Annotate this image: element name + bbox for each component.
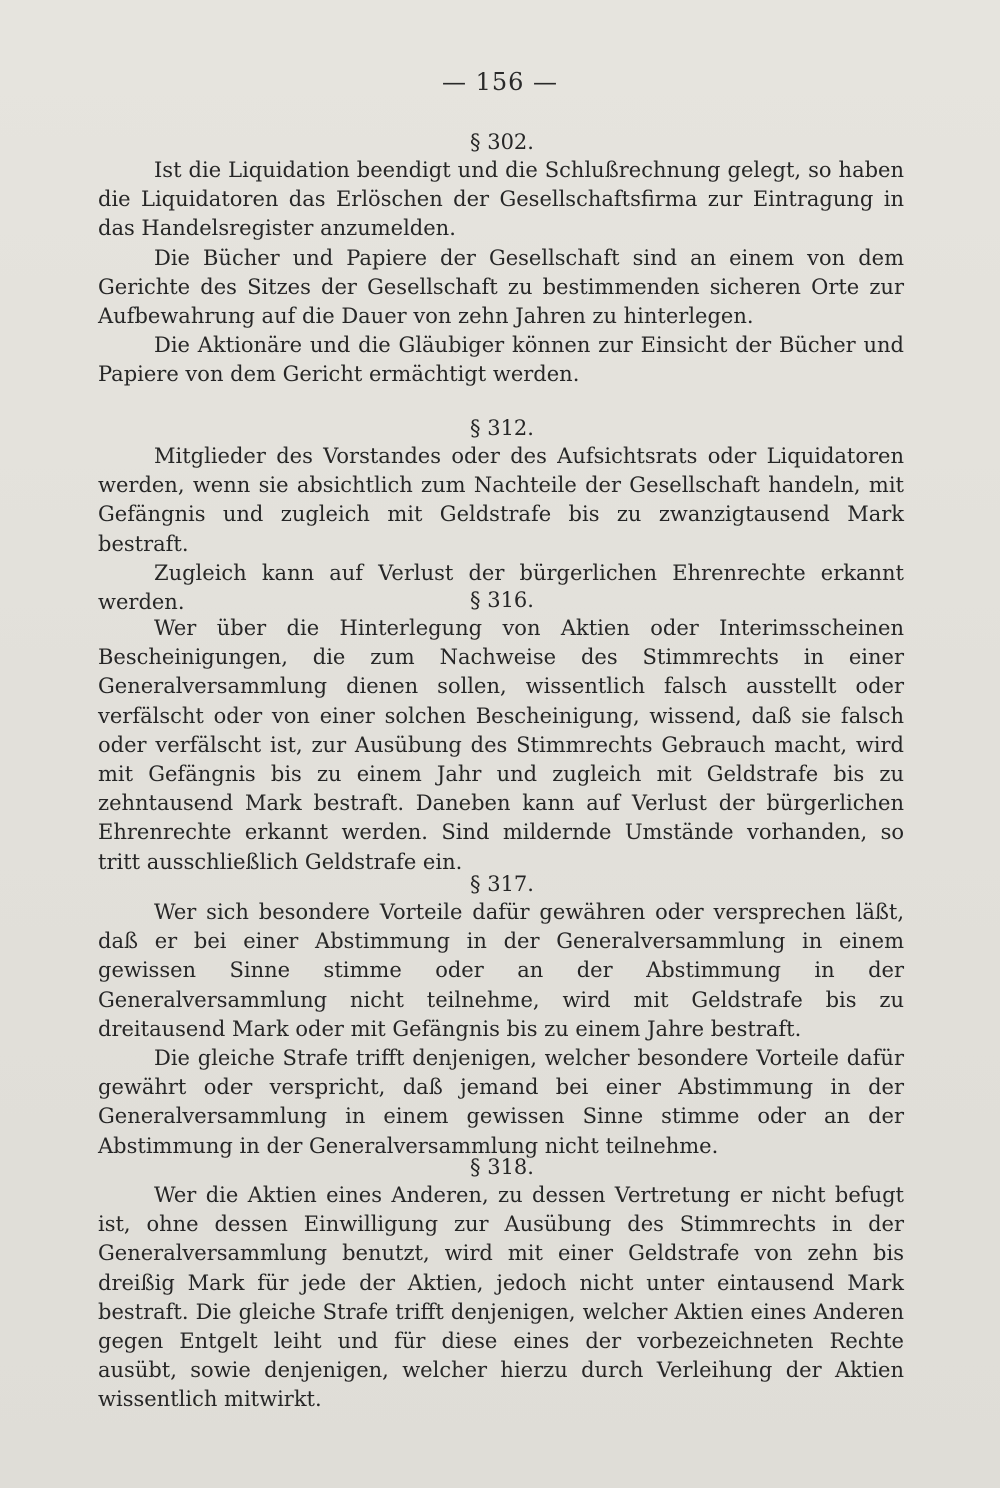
section-316 [98,586,904,877]
section-302 [98,128,904,390]
section-317 [98,870,904,1161]
paragraph: Wer über die Hinterlegung von Aktien oder Interimsscheinen Bescheinigungen, die zum Nachweise des Stimmrechts in einer Generalversammlung dienen sollen, wissentlich falsch ausstellt oder verfälscht oder von einer solchen Bescheinigung, wissend, daß sie falsch oder verfälscht ist, zur Ausübung des Stimmrechts Gebrauch macht, wird mit Gefängnis bis zu einem Jahr und zugleich mit Geldstrafe bis zu zehntausend Mark bestraft. Daneben kann auf Verlust der bürgerlichen Ehrenrechte erkannt werden. Sind mildernde Umstände vorhanden, so tritt ausschließlich Geldstrafe ein. [98,616,904,874]
page-number: — 156 — [441,68,559,96]
paragraph: Die gleiche Strafe trifft denjenigen, welcher besondere Vorteile dafür gewährt oder verspricht, daß jemand bei einer Abstimmung in der Generalversammlung in einem gewissen Sinne stimme oder an der Abstimmung in der Generalversammlung nicht teilnehme. [98,1046,904,1158]
section-heading: § 316. [470,588,534,612]
section-heading: § 312. [470,416,534,440]
paragraph: Die Bücher und Papiere der Gesellschaft sind an einem von dem Gerichte des Sitzes der Gesellschaft zu bestimmenden sicheren Orte zur Aufbewahrung auf die Dauer von zehn Jahren zu hinterlegen. [98,245,904,329]
paragraph: Ist die Liquidation beendigt und die Schlußrechnung gelegt, so haben die Liquidatoren das Erlöschen der Gesellschaftsfirma zur Eintragung in das Handelsregister anzumelden. [98,158,904,241]
paragraph: Wer sich besondere Vorteile dafür gewähren oder versprechen läßt, daß er bei einer Abstimmung in der Generalversammlung in einem gewissen Sinne stimme oder an der Abstimmung in der Generalversammlung nicht teilnehme, wird mit Geldstrafe bis zu dreitausend Mark oder mit Gefängnis bis zu einem Jahre bestraft. [98,900,904,1041]
paragraph: Die Aktionäre und die Gläubiger können zur Einsicht der Bücher und Papiere von dem Gericht ermächtigt werden. [98,333,904,387]
section-heading: § 302. [470,130,534,154]
section-heading: § 318. [470,1155,534,1179]
paragraph: Zugleich kann auf Verlust der bürgerlichen Ehrenrechte erkannt werden. [98,560,904,615]
section-318 [98,1153,904,1415]
paragraph: Mitglieder des Vorstandes oder des Aufsichtsrats oder Liquidatoren werden, wenn sie absichtlich zum Nachteile der Gesellschaft handeln, mit Gefängnis und zugleich mit Geldstrafe bis zu zwanzigtausend Mark bestraft. [98,444,904,556]
paragraph: Wer die Aktien eines Anderen, zu dessen Vertretung er nicht befugt ist, ohne dessen Einwilligung zur Ausübung des Stimmrechts in der Generalversammlung benutzt, wird mit einer Geldstrafe von zehn bis dreißig Mark für jede der Aktien, jedoch nicht unter eintausend Mark bestraft. Die gleiche Strafe trifft denjenigen, welcher Aktien eines Anderen gegen Entgelt leiht und für diese eines der vorbezeichneten Rechte ausübt, sowie denjenigen, welcher hierzu durch Verleihung der Aktien wissentlich mitwirkt. [98,1183,904,1412]
section-heading: § 317. [470,872,534,896]
